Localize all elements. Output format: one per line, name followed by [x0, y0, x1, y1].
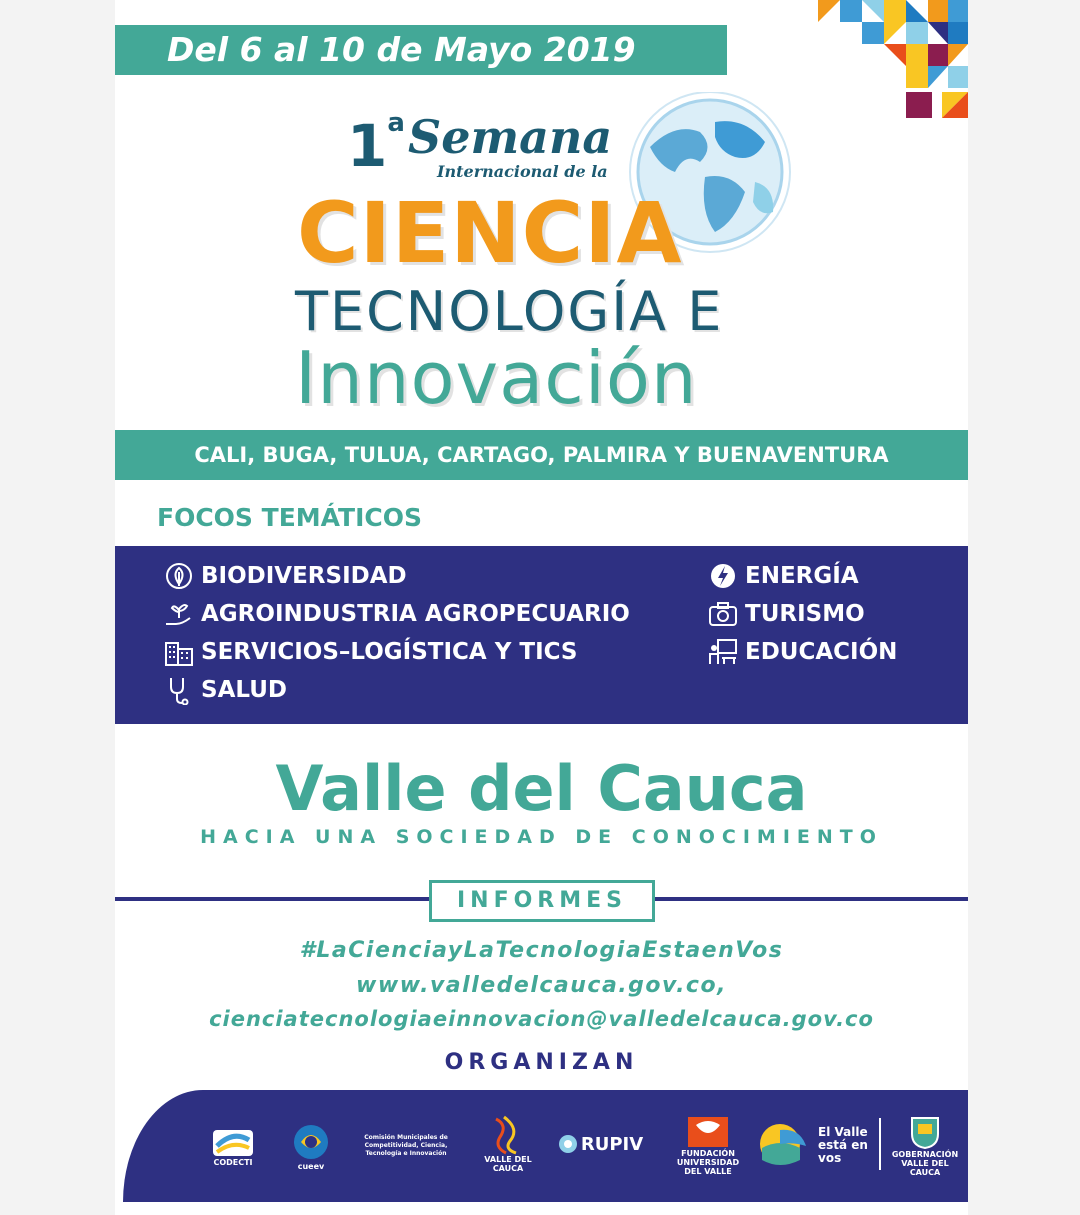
foco-energia	[707, 562, 859, 590]
website-link[interactable]: www.valledelcauca.gov.co,	[356, 973, 727, 998]
fundacion-univalle-logo	[673, 1110, 743, 1180]
logo-label: FUNDACIÓN UNIVERSIDAD DEL VALLE	[676, 1148, 740, 1176]
lightning-icon	[707, 562, 739, 590]
innovacion-heading: Innovación	[295, 336, 698, 420]
cueev-logo	[281, 1114, 341, 1178]
region-tagline: HACIA UNA SOCIEDAD DE CONOCIMIENTO	[200, 826, 883, 848]
foco-label: AGROINDUSTRIA AGROPECUARIO	[201, 601, 630, 627]
logo-label: Comisión Municipales de Competitividad, Ciencia, Tecnología e Innovación	[364, 1134, 448, 1157]
focos-list	[115, 546, 968, 724]
logo-label: GOBERNACIÓN VALLE DEL CAUCA	[891, 1149, 959, 1177]
valle-del-cauca-logo	[473, 1110, 543, 1178]
comision-municipales-logo	[351, 1128, 461, 1164]
foco-label: ENERGÍA	[745, 563, 859, 589]
foco-educacion	[707, 638, 897, 666]
semana-word: Semana	[408, 110, 613, 164]
organizan-title: ORGANIZAN	[444, 1050, 639, 1075]
internacional-subtitle: Internacional de la	[437, 162, 608, 181]
stethoscope-icon	[163, 676, 195, 704]
color-mosaic-decoration	[818, 0, 968, 118]
foco-agroindustria	[163, 600, 630, 628]
hashtag: #LaCienciayLaTecnologiaEstaenVos	[299, 938, 784, 963]
foco-servicios	[163, 638, 578, 666]
ciencia-heading: CIENCIA	[297, 184, 683, 282]
ordinal-number: 1$^a$	[347, 108, 405, 180]
gobernacion-logo	[885, 1112, 965, 1178]
date-banner: Del 6 al 10 de Mayo 2019	[115, 25, 727, 75]
logo-label: VALLE DEL CAUCA	[484, 1155, 532, 1173]
foco-label: BIODIVERSIDAD	[201, 563, 407, 589]
region-name: Valle del Cauca	[275, 752, 808, 825]
tecnologia-heading: TECNOLOGÍA E	[295, 280, 724, 343]
informes-label: INFORMES	[429, 880, 655, 922]
plant-hand-icon	[163, 600, 195, 628]
logo-label: RUPIV	[580, 1133, 644, 1155]
foco-biodiversidad	[163, 562, 407, 590]
foco-label: SERVICIOS–LOGÍSTICA Y TICS	[201, 639, 578, 665]
camera-icon	[707, 600, 739, 628]
foco-label: SALUD	[201, 677, 287, 703]
focos-title: FOCOS TEMÁTICOS	[157, 503, 423, 532]
logo-divider	[879, 1118, 881, 1170]
logo-label: CODECTI	[213, 1157, 253, 1167]
foco-turismo	[707, 600, 865, 628]
foco-label: EDUCACIÓN	[745, 639, 898, 665]
logo-label: El Valle está en vos	[818, 1124, 868, 1165]
classroom-icon	[707, 638, 739, 666]
event-title	[285, 100, 805, 420]
rupiv-logo	[555, 1120, 645, 1168]
organizers-logo-strip	[123, 1090, 968, 1202]
buildings-icon	[163, 638, 195, 666]
foco-label: TURISMO	[745, 601, 865, 627]
codecti-logo	[198, 1116, 268, 1176]
email-link[interactable]: cienciatecnologiaeinnovacion@valledelcauca.gov.co	[209, 1007, 874, 1031]
event-poster	[115, 0, 968, 1215]
el-valle-esta-en-vos-logo	[759, 1112, 879, 1178]
cities-banner: CALI, BUGA, TULUA, CARTAGO, PALMIRA Y BUENAVENTURA	[115, 430, 968, 480]
foco-salud	[163, 676, 287, 704]
logo-label: cueev	[297, 1161, 325, 1171]
leaf-icon	[163, 562, 195, 590]
